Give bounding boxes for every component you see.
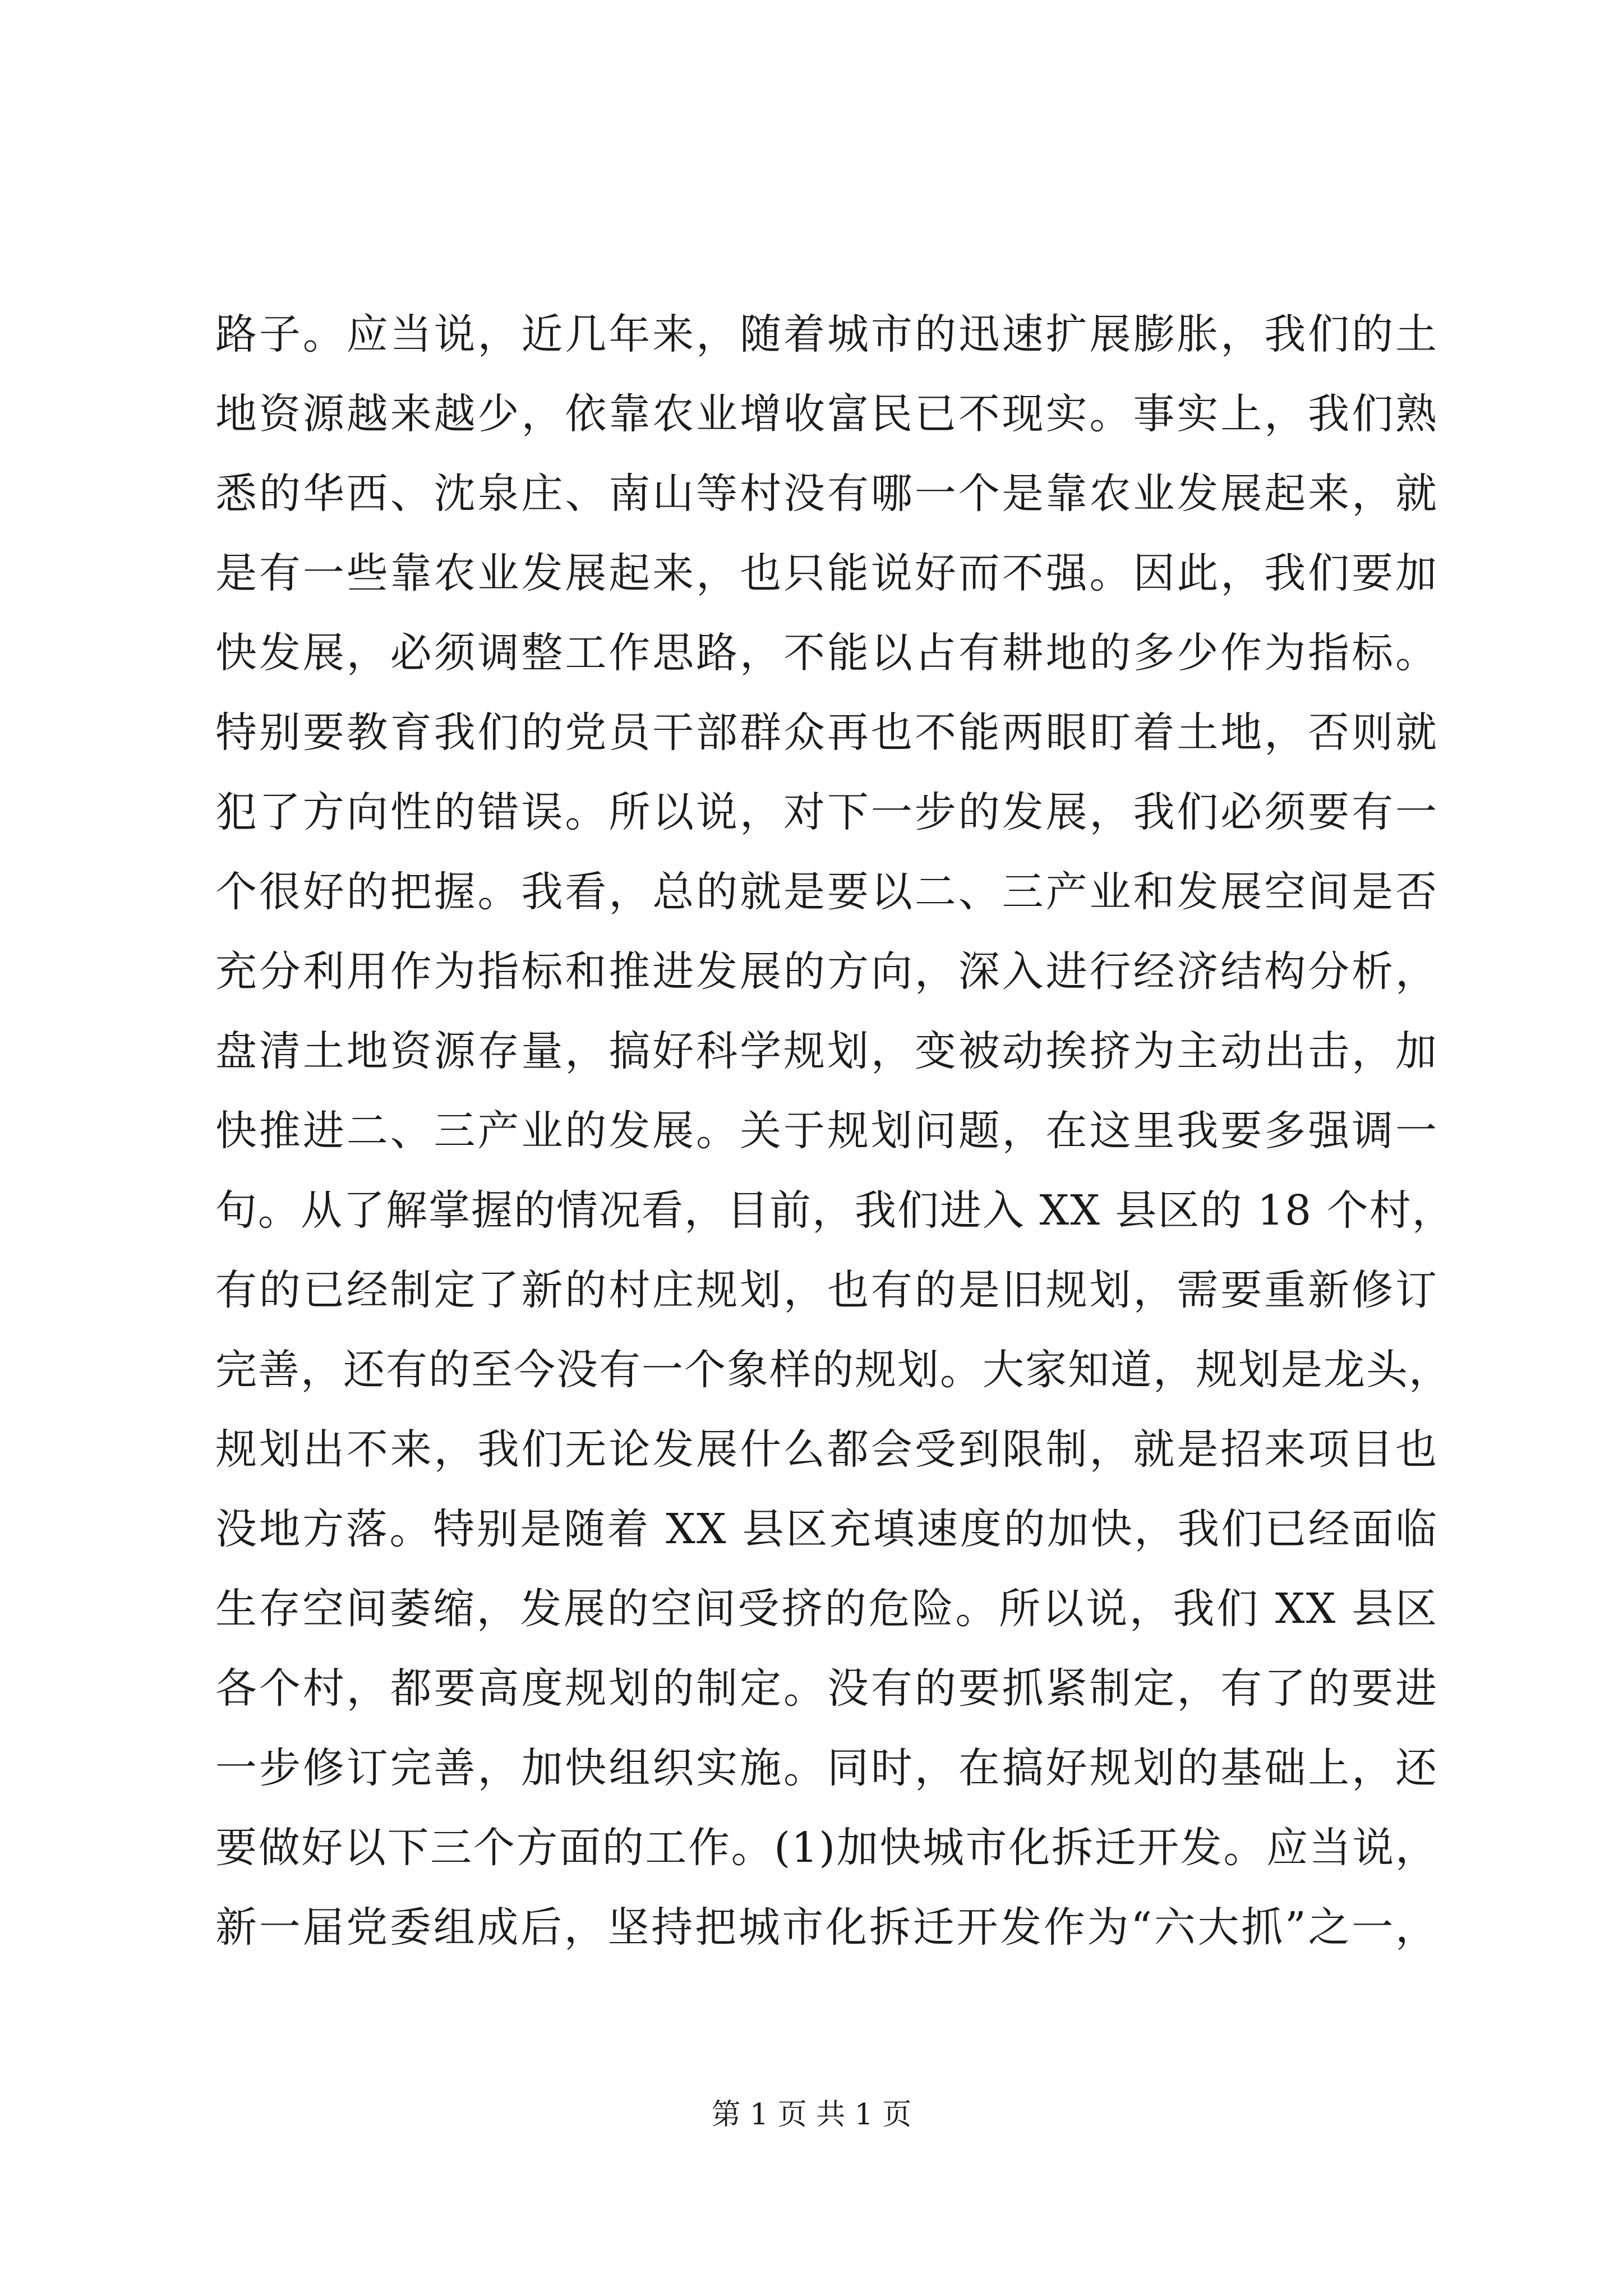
text-line: 句。从了解掌握的情况看，目前，我们进入 XX 县区的 18 个村，	[215, 1186, 1455, 1235]
text-line: 规划出不来，我们无论发展什么都会受到限制，就是招来项目也	[215, 1425, 1438, 1474]
page-number-footer: 第 1 页 共 1 页	[711, 2098, 912, 2132]
text-line: 盘清土地资源存量，搞好科学规划，变被动挨挤为主动出击，加	[215, 1027, 1438, 1075]
text-line: 悉的华西、沈泉庄、南山等村没有哪一个是靠农业发展起来，就	[215, 470, 1438, 518]
text-line: 充分利用作为指标和推进发展的方向，深入进行经济结构分析，	[215, 947, 1438, 996]
text-line: 犯了方向性的错误。所以说，对下一步的发展，我们必须要有一	[215, 788, 1438, 836]
text-line: 新一届党委组成后，坚持把城市化拆迁开发作为“六大抓”之一，	[215, 1903, 1438, 1952]
text-line: 完善，还有的至今没有一个象样的规划。大家知道，规划是龙头，	[215, 1346, 1451, 1394]
text-line: 各个村，都要高度规划的制定。没有的要抓紧制定，有了的要进	[215, 1664, 1438, 1713]
text-line: 快推进二、三产业的发展。关于规划问题，在这里我要多强调一	[215, 1107, 1438, 1155]
body-paragraph	[215, 295, 1455, 1967]
text-line: 一步修订完善，加快组织实施。同时，在搞好规划的基础上，还	[215, 1744, 1438, 1792]
text-line: 路子。应当说，近几年来，随着城市的迅速扩展膨胀，我们的土	[215, 310, 1438, 358]
text-line: 快发展，必须调整工作思路，不能以占有耕地的多少作为指标。	[215, 629, 1438, 677]
text-line: 是有一些靠农业发展起来，也只能说好而不强。因此，我们要加	[215, 549, 1438, 597]
text-line: 没地方落。特别是随着 XX 县区充填速度的加快，我们已经面临	[215, 1505, 1438, 1553]
text-line: 地资源越来越少，依靠农业增收富民已不现实。事实上，我们熟	[215, 390, 1438, 438]
text-line: 个很好的把握。我看，总的就是要以二、三产业和发展空间是否	[215, 868, 1438, 916]
text-line: 有的已经制定了新的村庄规划，也有的是旧规划，需要重新修订	[215, 1266, 1438, 1314]
text-line: 生存空间萎缩，发展的空间受挤的危险。所以说，我们 XX 县区	[215, 1585, 1438, 1633]
text-line: 特别要教育我们的党员干部群众再也不能两眼盯着土地，否则就	[215, 708, 1438, 757]
text-line: 要做好以下三个方面的工作。(1)加快城市化拆迁开发。应当说，	[215, 1824, 1438, 1872]
